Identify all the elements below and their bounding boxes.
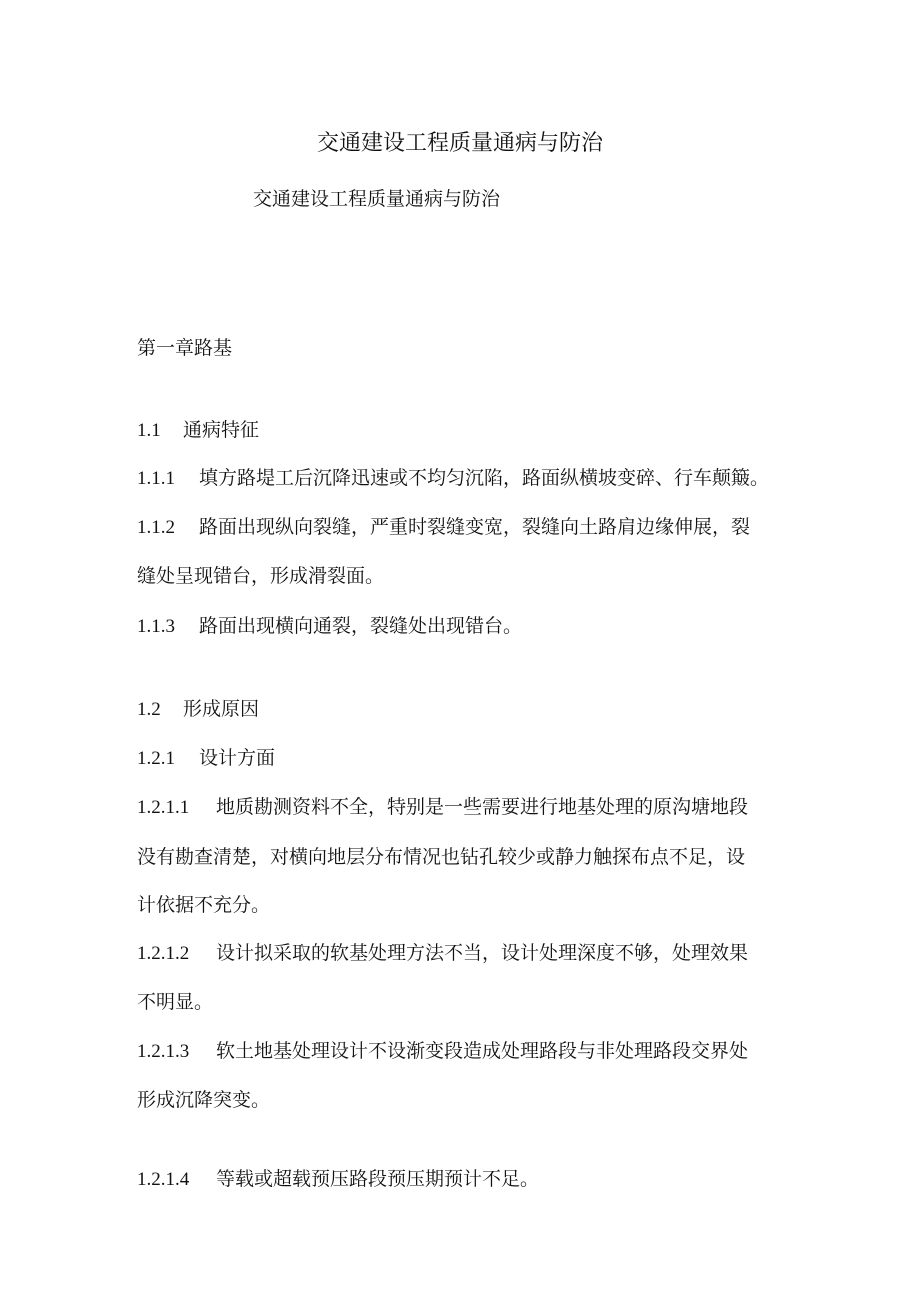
- section-1-2-1-1: [137, 792, 748, 823]
- section-text: 路面出现横向通裂，裂缝处出现错台。: [199, 615, 523, 637]
- section-1-2-1-4: [137, 1164, 539, 1195]
- section-1-1-1: [137, 463, 769, 494]
- section-1-2-1-2: [137, 938, 748, 969]
- section-number: 1.2: [137, 699, 161, 720]
- section-text: 软土地基处理设计不设渐变段造成处理路段与非处理路段交界处: [216, 1040, 749, 1062]
- section-1-2-1-3: [137, 1036, 748, 1067]
- section-number: 1.2.1.2: [137, 943, 190, 964]
- section-1-2-1-3-continuation: 形成沉降突变。: [137, 1089, 271, 1111]
- section-1-2-1-1-continuation-1: 没有勘查清楚，对横向地层分布情况也钻孔较少或静力触探布点不足，设: [137, 846, 746, 868]
- section-1-1-2: [137, 512, 750, 543]
- document-title: 交通建设工程质量通病与防治: [316, 131, 603, 156]
- section-number: 1.2.1: [137, 748, 175, 769]
- section-1-2-1-2-continuation: 不明显。: [137, 991, 214, 1013]
- section-number: 1.1: [137, 420, 161, 441]
- section-number: 1.1.1: [137, 468, 175, 489]
- chapter-heading: 第一章路基: [137, 337, 233, 359]
- section-text: 地质勘测资料不全，特别是一些需要进行地基处理的原沟塘地段: [216, 796, 749, 818]
- section-text: 路面出现纵向裂缝，严重时裂缝变宽，裂缝向土路肩边缘伸展，裂: [199, 516, 751, 538]
- section-text: 等载或超载预压路段预压期预计不足。: [216, 1168, 540, 1190]
- section-text: 设计方面: [199, 747, 276, 769]
- section-1-1-3: [137, 611, 522, 642]
- section-number: 1.1.2: [137, 517, 175, 538]
- section-text: 填方路堤工后沉降迅速或不均匀沉陷，路面纵横坡变碎、行车颠簸。: [199, 467, 770, 489]
- section-number: 1.2.1.4: [137, 1169, 190, 1190]
- section-number: 1.1.3: [137, 616, 175, 637]
- section-1-1: [137, 415, 259, 446]
- section-1-2-1: [137, 743, 275, 774]
- section-1-2-1-1-continuation-2: 计依据不充分。: [137, 894, 271, 916]
- section-1-2: [137, 694, 259, 725]
- document-subtitle: 交通建设工程质量通病与防治: [253, 188, 501, 210]
- section-text: 形成原因: [183, 698, 260, 720]
- section-text: 通病特征: [183, 419, 260, 441]
- section-number: 1.2.1.3: [137, 1041, 190, 1062]
- section-text: 设计拟采取的软基处理方法不当，设计处理深度不够，处理效果: [216, 942, 749, 964]
- section-number: 1.2.1.1: [137, 797, 190, 818]
- section-1-1-2-continuation: 缝处呈现错台，形成滑裂面。: [137, 565, 385, 587]
